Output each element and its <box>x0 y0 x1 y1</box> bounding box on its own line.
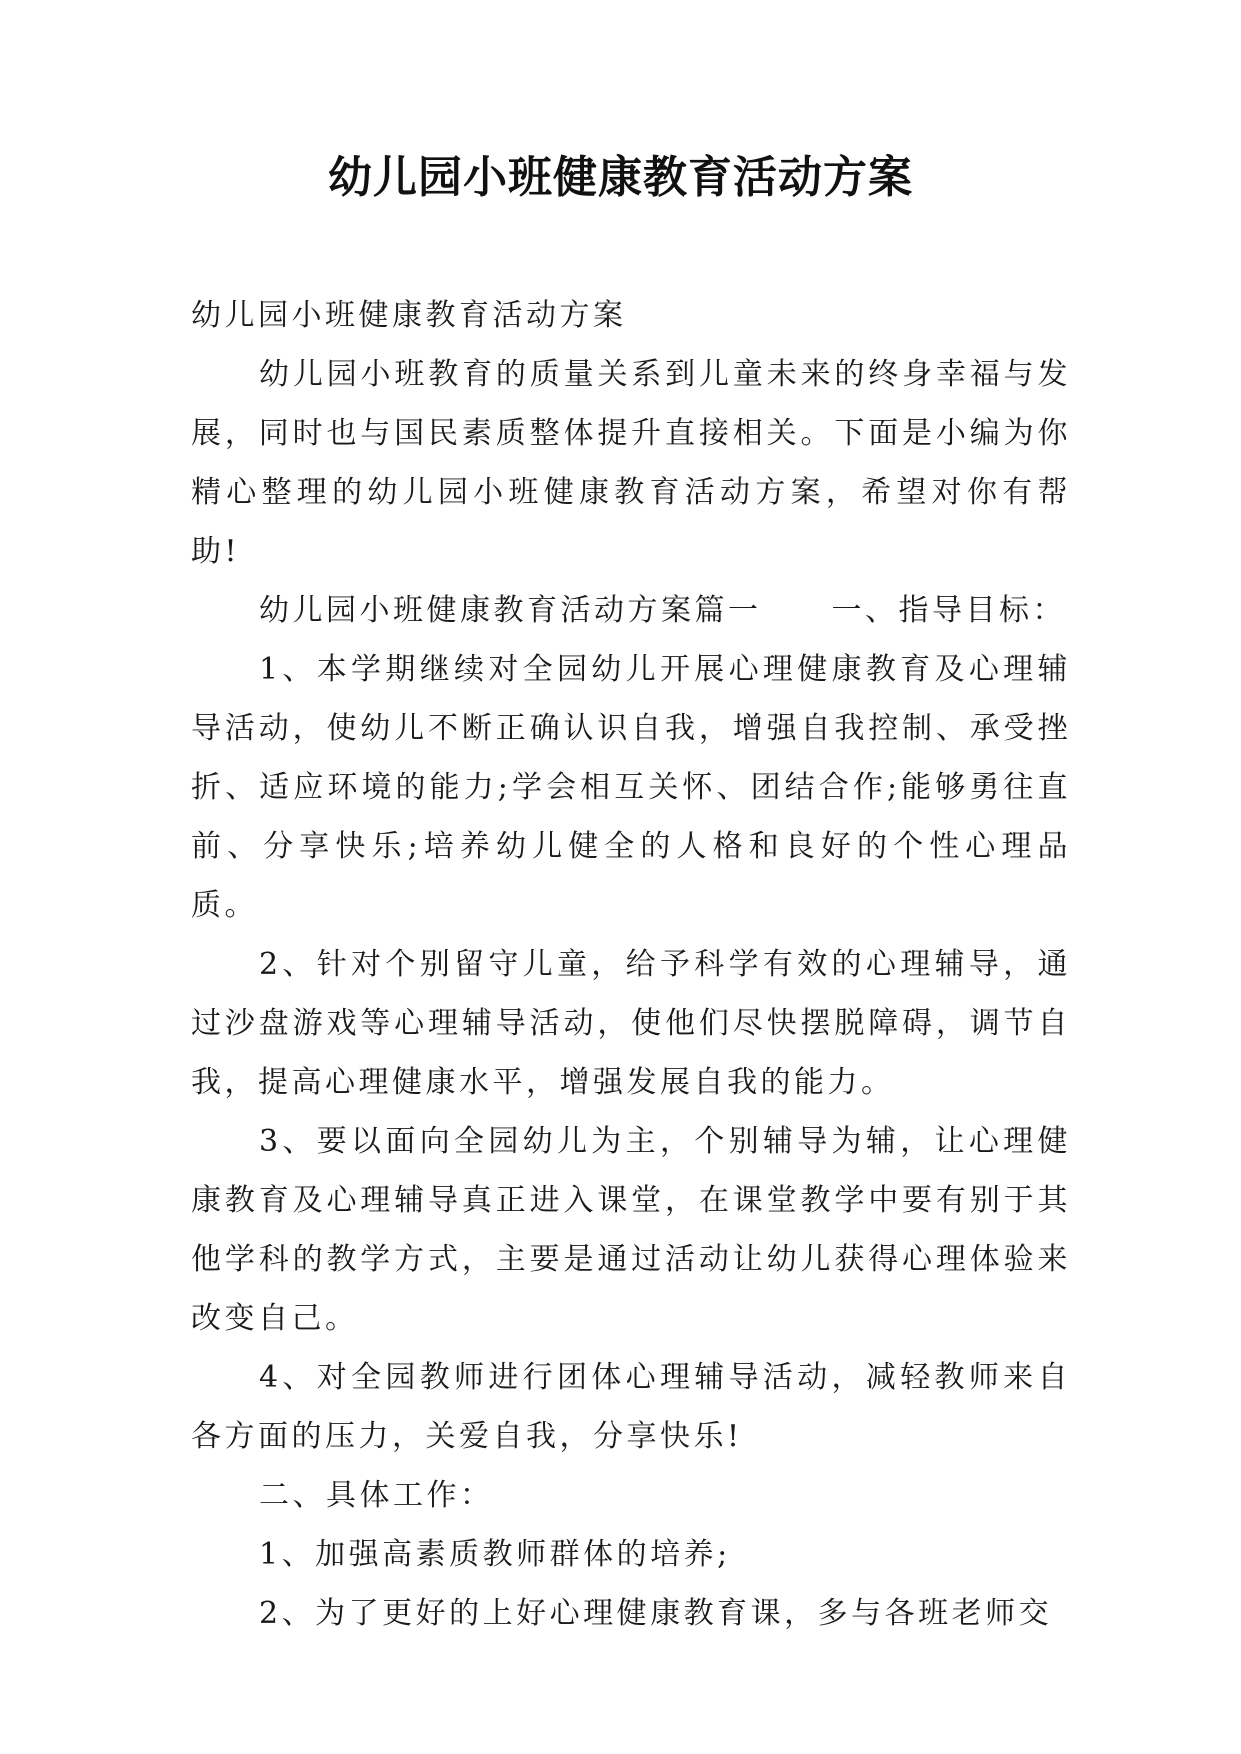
goal-paragraph-2: 2、针对个别留守儿童，给予科学有效的心理辅导，通过沙盘游戏等心理辅导活动，使他们尽快摆脱障碍，调节自我，提高心理健康水平，增强发展自我的能力。 <box>191 947 1071 1100</box>
document-title: 幼儿园小班健康教育活动方案 <box>328 152 913 203</box>
document-body <box>191 286 1071 1643</box>
goal-paragraph-1: 1、本学期继续对全园幼儿开展心理健康教育及心理辅导活动，使幼儿不断正确认识自我，增强自我控制、承受挫折、适应环境的能力;学会相互关怀、团结合作;能够勇往直前、分享快乐;培养幼儿健全的人格和良好的个性心理品质。 <box>191 652 1071 923</box>
subtitle-line: 幼儿园小班健康教育活动方案 <box>191 298 627 333</box>
goal-heading: 一、指导目标： <box>831 593 1066 628</box>
intro-paragraph: 幼儿园小班教育的质量关系到儿童未来的终身幸福与发展，同时也与国民素质整体提升直接相关。下面是小编为你精心整理的幼儿园小班健康教育活动方案，希望对你有帮助! <box>191 357 1071 569</box>
goal-paragraph-4: 4、对全园教师进行团体心理辅导活动，减轻教师来自各方面的压力，关爱自我，分享快乐! <box>191 1360 1071 1454</box>
work-item-1: 1、加强高素质教师群体的培养; <box>259 1537 731 1572</box>
work-heading: 二、具体工作： <box>259 1478 494 1513</box>
work-item-2: 2、为了更好的上好心理健康教育课，多与各班老师交 <box>259 1596 1053 1631</box>
section-one-heading: 幼儿园小班健康教育活动方案篇一 <box>259 593 762 628</box>
section-heading-line <box>191 581 1071 640</box>
goal-paragraph-3: 3、要以面向全园幼儿为主，个别辅导为辅，让心理健康教育及心理辅导真正进入课堂，在课堂教学中要有别于其他学科的教学方式，主要是通过活动让幼儿获得心理体验来改变自己。 <box>191 1124 1071 1336</box>
